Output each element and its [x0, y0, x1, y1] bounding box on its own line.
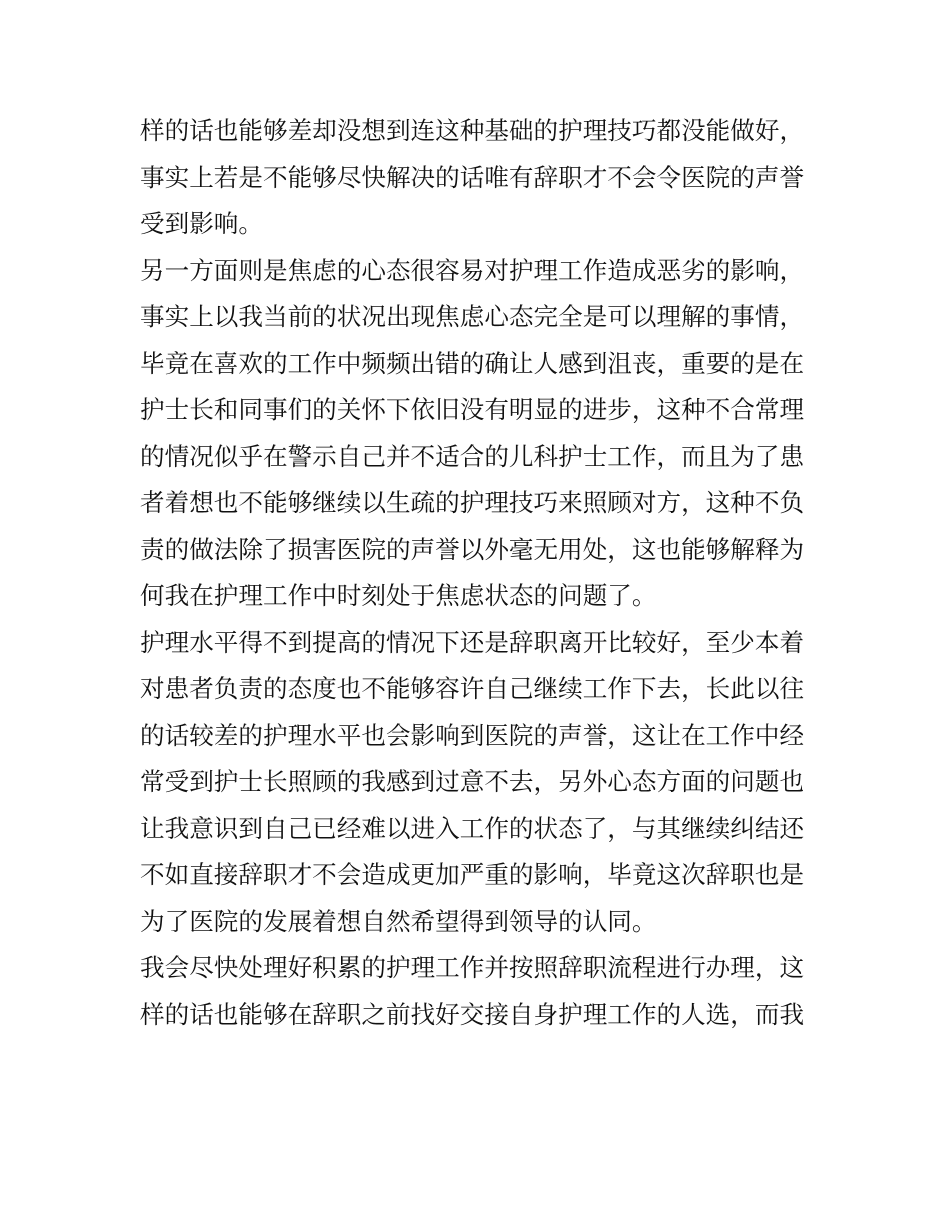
text-line-4: 另一方面则是焦虑的心态很容易对护理工作造成恶劣的影响， — [140, 255, 805, 285]
text-line-1: 样的话也能够差却没想到连这种基础的护理技巧都没能做好， — [140, 116, 805, 145]
text-line-8: 的情况似乎在警示自己并不适合的儿科护士工作，而且为了患 — [140, 441, 805, 471]
text-line-2: 事实上若是不能够尽快解决的话唯有辞职才不会令医院的声誉 — [140, 162, 805, 192]
text-line-12: 护理水平得不到提高的情况下还是辞职离开比较好，至少本着 — [140, 627, 805, 657]
text-line-17: 不如直接辞职才不会造成更加严重的影响，毕竟这次辞职也是 — [140, 860, 805, 889]
text-line-11: 何我在护理工作中时刻处于焦虑状态的问题了。 — [140, 581, 657, 610]
text-line-9: 者着想也不能够继续以生疏的护理技巧来照顾对方，这种不负 — [140, 488, 805, 517]
text-line-13: 对患者负责的态度也不能够容许自己继续工作下去，长此以往 — [140, 674, 805, 703]
text-line-5: 事实上以我当前的状况出现焦虑心态完全是可以理解的事情， — [140, 302, 805, 331]
document-body — [140, 108, 812, 1038]
text-line-19: 我会尽快处理好积累的护理工作并按照辞职流程进行办理，这 — [140, 953, 805, 982]
text-line-20: 样的话也能够在辞职之前找好交接自身护理工作的人选，而我 — [140, 999, 805, 1029]
text-line-10: 责的做法除了损害医院的声誉以外毫无用处，这也能够解释为 — [140, 534, 805, 564]
text-line-7: 护士长和同事们的关怀下依旧没有明显的进步，这种不合常理 — [140, 395, 805, 424]
text-line-3: 受到影响。 — [140, 209, 263, 238]
text-line-14: 的话较差的护理水平也会影响到医院的声誉，这让在工作中经 — [140, 720, 805, 750]
text-line-16: 让我意识到自己已经难以进入工作的状态了，与其继续纠结还 — [140, 813, 805, 843]
text-line-6: 毕竟在喜欢的工作中频频出错的确让人感到沮丧，重要的是在 — [140, 348, 805, 378]
text-line-18: 为了医院的发展着想自然希望得到领导的认同。 — [140, 906, 657, 936]
text-line-15: 常受到护士长照顾的我感到过意不去，另外心态方面的问题也 — [140, 767, 805, 796]
